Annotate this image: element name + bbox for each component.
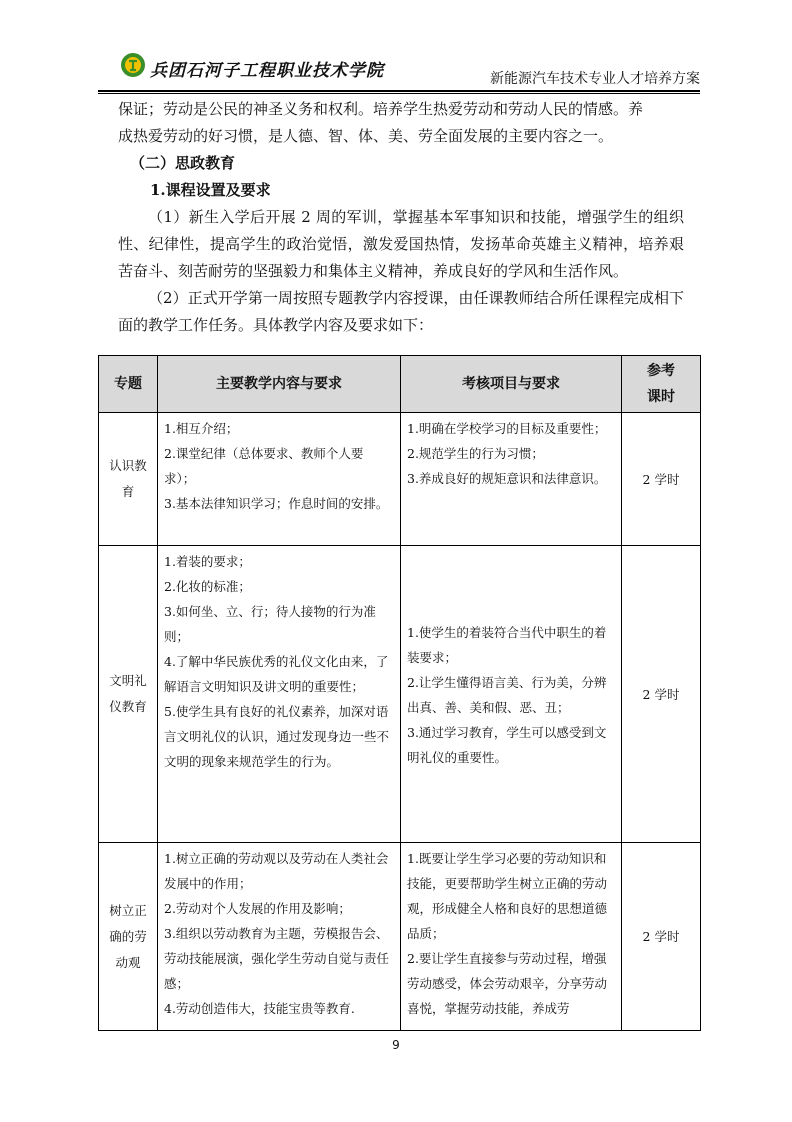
page-number: 9 xyxy=(392,1038,400,1052)
column-header: 参考课时 xyxy=(622,356,701,413)
assessment-cell: 1.既要让学生学习必要的劳动知识和技能，更要帮助学生树立正确的劳动观，形成健全人格和良好的思想道德品质； 2.要让学生直接参与劳动过程，增强劳动感受，体会劳动艰辛，分享劳动喜悦，掌握劳动技能，养成劳 xyxy=(401,843,622,1031)
paragraph-line: 保证；劳动是公民的神圣义务和权利。培养学生热爱劳动和劳动人民的情感。养 xyxy=(118,100,644,118)
assessment-cell: 1.使学生的着装符合当代中职生的着装要求； 2.让学生懂得语言美、行为美，分辨出真、善、美和假、恶、丑； 3.通过学习教育，学生可以感受到文明礼仪的重要性。 xyxy=(401,546,622,843)
school-logo-icon xyxy=(120,52,146,78)
paragraph: （1）新生入学后开展 2 周的军训，掌握基本军事知识和技能，增强学生的组织性、纪律性，提高学生的政治觉悟，激发爱国热情，发扬革命英雄主义精神，培养艰苦奋斗、刻苦耐劳的坚强毅力和集体主义精神，养成良好的学风和生活作风。 xyxy=(118,208,684,280)
assessment-cell: 1.明确在学校学习的目标及重要性； 2.规范学生的行为习惯； 3.养成良好的规矩意识和法律意识。 xyxy=(401,413,622,546)
curriculum-table xyxy=(98,355,701,1031)
table-header-row xyxy=(99,356,701,413)
topic-cell: 树立正确的劳动观 xyxy=(99,843,158,1031)
hours-cell: 2 学时 xyxy=(622,413,701,546)
sub-heading: 1.课程设置及要求 xyxy=(150,181,271,199)
body-text xyxy=(118,96,684,339)
column-header: 考核项目与要求 xyxy=(401,356,622,413)
content-cell: 1.树立正确的劳动观以及劳动在人类社会发展中的作用； 2.劳动对个人发展的作用及影响； 3.组织以劳动教育为主题，劳模报告会、劳动技能展演，强化学生劳动自觉与责任感； 4.劳动创造伟大，技能宝贵等教育. xyxy=(158,843,401,1031)
content-cell: 1.着装的要求； 2.化妆的标准； 3.如何坐、立、行；待人接物的行为准则； 4.了解中华民族优秀的礼仪文化由来，了解语言文明知识及讲文明的重要性； 5.使学生具有良好的礼仪素养，加深对语言文明礼仪的认识，通过发现身边一些不文明的现象来规范学生的行为。 xyxy=(158,546,401,843)
paragraph-line: 成热爱劳动的好习惯，是人德、智、体、美、劳全面发展的主要内容之一。 xyxy=(118,127,614,145)
hours-cell: 2 学时 xyxy=(622,843,701,1031)
column-header: 主要教学内容与要求 xyxy=(158,356,401,413)
topic-cell: 文明礼仪教育 xyxy=(99,546,158,843)
table-row xyxy=(99,413,701,546)
topic-cell: 认识教育 xyxy=(99,413,158,546)
school-name: 兵团石河子工程职业技术学院 xyxy=(150,61,384,81)
column-header: 专题 xyxy=(99,356,158,413)
header-divider xyxy=(98,90,700,92)
paragraph: （2）正式开学第一周按照专题教学内容授课，由任课教师结合所任课程完成相下面的教学工作任务。具体教学内容及要求如下： xyxy=(118,289,684,334)
header-divider-thin xyxy=(98,93,700,94)
page-header xyxy=(98,46,700,90)
table-row xyxy=(99,546,701,843)
content-cell: 1.相互介绍； 2.课堂纪律（总体要求、教师个人要求）； 3.基本法律知识学习；作息时间的安排。 xyxy=(158,413,401,546)
hours-cell: 2 学时 xyxy=(622,546,701,843)
section-heading: （二）思政教育 xyxy=(130,154,236,172)
document-title: 新能源汽车技术专业人才培养方案 xyxy=(490,71,700,87)
table-row xyxy=(99,843,701,1031)
